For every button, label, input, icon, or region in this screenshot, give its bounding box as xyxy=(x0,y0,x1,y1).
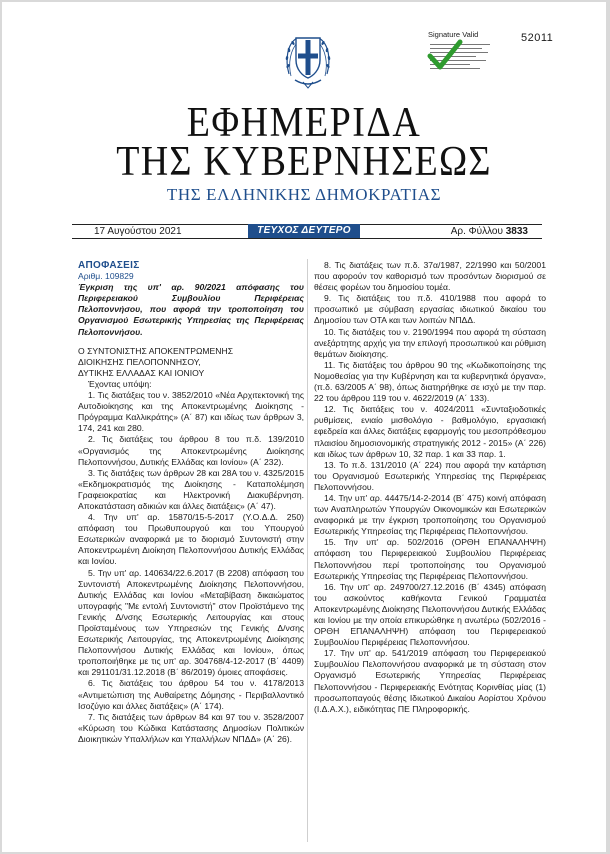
column-divider xyxy=(307,259,308,842)
authority-line: ΔΥΤΙΚΗΣ ΕΛΛΑΔΑΣ ΚΑΙ ΙΟΝΙΟΥ xyxy=(78,367,205,378)
paragraph-item: 6. Τις διατάξεις του άρθρου 54 του ν. 4178/2013 «Αντιμετώπιση της Αυθαίρετης Δόμησης - Περιβαλλοντικό Ισοζύγιο και άλλες διατάξεις» (Α΄ 174). xyxy=(78,678,304,711)
authority-line: ΔΙΟΙΚΗΣΗΣ ΠΕΛΟΠΟΝΝΗΣΟΥ, xyxy=(78,356,201,367)
gazette-page xyxy=(2,2,606,852)
issue-label: ΤΕΥΧΟΣ ΔΕΥΤΕΡΟ xyxy=(248,224,360,238)
paragraph-item: 17. Την υπ' αρ. 541/2019 απόφαση του Περιφερειακού Συμβουλίου Πελοποννήσου αναφορικά με τη σύσταση στον Οργανισμό Εσωτερικής Υπηρεσίας Περιφέρειας Πελοποννήσου - Περιφερειακής Ενότητας Κορινθίας μίας (1) προσωποπαγούς θέσης Ιδιωτικού Δικαίου Αορίστου Χρόνου (Ι.Δ.Α.Χ.), ειδικότητας ΠΕ Πληροφορικής. xyxy=(314,648,546,714)
sheet-number xyxy=(451,226,528,237)
signature-stamp xyxy=(426,30,496,88)
paragraph-item: 12. Τις διατάξεις του ν. 4024/2011 «Συνταξιοδοτικές ρυθμίσεις, ενιαίο μισθολόγιο - βαθμολόγιο, εργασιακή εφεδρεία και άλλες διατάξεις εφαρμογής του μεσοπρόθεσμου πλαισίου δημοσιονομικής στρατηγικής 2012 - 2015» (Α΄ 226) και ιδίως των άρθρων 10, 32 παρ. 1 και 33 παρ. 1. xyxy=(314,404,546,459)
paragraph-item: 13. Το π.δ. 131/2010 (Α΄ 224) που αφορά την κατάρτιση του Οργανισμού Εσωτερικής Υπηρεσίας της Περιφέρειας Πελοποννήσου. xyxy=(314,459,546,492)
paragraph-item: 1. Τις διατάξεις του ν. 3852/2010 «Νέα Αρχιτεκτονική της Αυτοδιοίκησης και της Αποκεντρωμένης Διοίκησης - Πρόγραμμα Καλλικράτης» (Α΄ 87) και ιδίως των άρθρων 3, 174, 241 και 280. xyxy=(78,390,304,434)
paragraph-item: 8. Τις διατάξεις των π.δ. 37α/1987, 22/1990 και 50/2001 που αφορούν τον καθορισμό των προσόντων διορισμού σε θέσεις φορέων του δημοσίου τομέα. xyxy=(314,260,546,293)
paragraph-item: 7. Τις διατάξεις των άρθρων 84 και 97 του ν. 3528/2007 «Κύρωση του Κώδικα Κατάστασης Δημοσίων Πολιτικών Διοικητικών Υπαλλήλων και Υπαλλήλων ΝΠΔΔ» (Α΄ 26). xyxy=(78,711,304,744)
issuing-authority xyxy=(78,346,304,379)
paragraph-item: 9. Τις διατάξεις του π.δ. 410/1988 που αφορά το προσωπικό με σύμβαση εργασίας ιδιωτικού δικαίου του Δημοσίου των ΟΤΑ και των λοιπών ΝΠΔΔ. xyxy=(314,293,546,326)
left-column xyxy=(78,260,304,745)
signature-checkmark-icon xyxy=(426,38,464,72)
greek-coat-of-arms-icon xyxy=(283,30,333,92)
paragraph-item: 11. Τις διατάξεις του άρθρου 90 της «Κωδικοποίησης της Νομοθεσίας για την Κυβέρνηση και τα κυβερνητικά όργανα», (π.δ. 63/2005 Α΄ 98), όπως διατηρήθηκε σε ισχύ με την παρ. 22 του άρθρου 119 του ν. 4622/2019 (Α΄ 133). xyxy=(314,359,546,404)
paragraph-item: 4. Την υπ' αρ. 15870/15-5-2017 (Υ.Ο.Δ.Δ. 250) απόφαση του Πρωθυπουργού και του Υπουργού Εσωτερικών αναφορικά με το διορισμό Συντονιστή στην Αποκεντρωμένη Διοίκηση Πελοποννήσου Δυτικής Ελλάδας και Ιονίου. xyxy=(78,512,304,567)
sheet-number-value: 3833 xyxy=(505,226,528,237)
decision-title: Έγκριση της υπ' αρ. 90/2021 απόφασης του Περιφερειακού Συμβουλίου Περιφέρειας Πελοποννήσου, που αφορά την τροποποίηση του Οργανισμού Εσωτερικής Υπηρεσίας της Περιφέρειας Πελοποννήσου. xyxy=(78,282,304,337)
authority-line: Ο ΣΥΝΤΟΝΙΣΤΗΣ ΑΠΟΚΕΝΤΡΩΜΕΝΗΣ xyxy=(78,345,234,356)
issue-date: 17 Αυγούστου 2021 xyxy=(94,226,182,237)
sheet-label: Αρ. Φύλλου xyxy=(450,226,503,237)
decision-number: Αριθμ. 109829 xyxy=(78,271,134,282)
issue-bar xyxy=(72,224,542,239)
having-in-mind: Έχοντας υπόψη: xyxy=(88,378,152,389)
gazette-title-line1: ΕΦΗΜΕΡΙΔΑ xyxy=(186,99,422,147)
paragraph-item: 15. Την υπ' αρ. 502/2016 (ΟΡΘΗ ΕΠΑΝΑΛΗΨΗ) απόφαση του Περιφερειακού Συμβουλίου Περιφέρειας Πελοποννήσου περί τροποποίησης του Οργανισμού Εσωτερικής Υπηρεσίας της Περιφέρειας Πελοποννήσου. xyxy=(314,537,546,581)
document-number: 52011 xyxy=(521,32,554,44)
paragraph-item: 2. Τις διατάξεις του άρθρου 8 του π.δ. 139/2010 «Οργανισμός της Αποκεντρωμένης Διοίκησης Πελοποννήσου, Δυτικής Ελλάδας και Ιονίου» (Α΄ 232). xyxy=(78,434,304,467)
paragraph-item: 16. Την υπ' αρ. 249700/27.12.2016 (Β΄ 4345) απόφαση του ασκούντος καθήκοντα Γενικού Γραμματέα Αποκεντρωμένης Διοίκησης Πελοποννήσου Δυτικής Ελλάδας και Ιονίου με την οποία επικυρώθηκε η ανωτέρω (502/2016 - ΟΡΘΗ ΕΠΑΝΑΛΗΨΗ) απόφαση του Περιφερειακού Συμβουλίου Περιφέρειας Πελοποννήσου. xyxy=(314,581,546,648)
signature-valid-label: Signature Valid xyxy=(428,30,479,39)
paragraph-item: 5. Την υπ' αρ. 140634/22.6.2017 (Β 2208) απόφαση του Συντονιστή Αποκεντρωμένης Διοίκησης Πελοποννήσου, Δυτικής Ελλάδας και Ιονίου «Μεταβίβαση δικαιώματος υπογραφής "Με εντολή Συντονιστή" στον Προϊστάμενο της Γενικής Δ/νσης Εσωτερικής Λειτουργίας και στους Προϊσταμένους των Υπηρεσιών της Γενικής Δ/νσης Εσωτερικής Λειτουργίας, της Αποκεντρωμένης Διοίκησης Πελοποννήσου Δυτικής Ελλάδας και Ιονίου», όπως τροποποιήθηκε με τις υπ' αρ. 304768/4-12-2017 (Β΄ 4409) και 291101/31.12.2018 (Β΄ 86/2019) όμοιες αποφάσεις. xyxy=(78,567,304,678)
gazette-subtitle: ΤΗΣ ΕΛΛΗΝΙΚΗΣ ΔΗΜΟΚΡΑΤΙΑΣ xyxy=(166,185,442,204)
section-heading: ΑΠΟΦΑΣΕΙΣ xyxy=(78,260,140,271)
paragraph-item: 14. Την υπ' αρ. 44475/14-2-2014 (Β΄ 475) κοινή απόφαση των Αναπληρωτών Υπουργών Οικονομικών και Εσωτερικών αναφορικά με την έγκριση τροποποίησης του Οργανισμού Εσωτερικής Υπηρεσίας της Περιφέρειας Πελοποννήσου. xyxy=(314,492,546,537)
paragraph-item: 3. Τις διατάξεις των άρθρων 28 και 28Α του ν. 4325/2015 «Εκδημοκρατισμός της Διοίκησης - Καταπολέμηση Γραφειοκρατίας και Ηλεκτρονική Διακυβέρνηση. Αποκατάσταση αδικιών και άλλες διατάξεις» (Α΄ 47). xyxy=(78,467,304,511)
paragraph-item: 10. Τις διατάξεις του ν. 2190/1994 που αφορά τη σύσταση ανεξάρτητης αρχής για την επιλογή προσωπικού και ρύθμιση θεμάτων διοίκησης. xyxy=(314,326,546,359)
right-column xyxy=(314,260,546,715)
gazette-title-line2: ΤΗΣ ΚΥΒΕΡΝΗΣΕΩΣ xyxy=(116,138,492,186)
